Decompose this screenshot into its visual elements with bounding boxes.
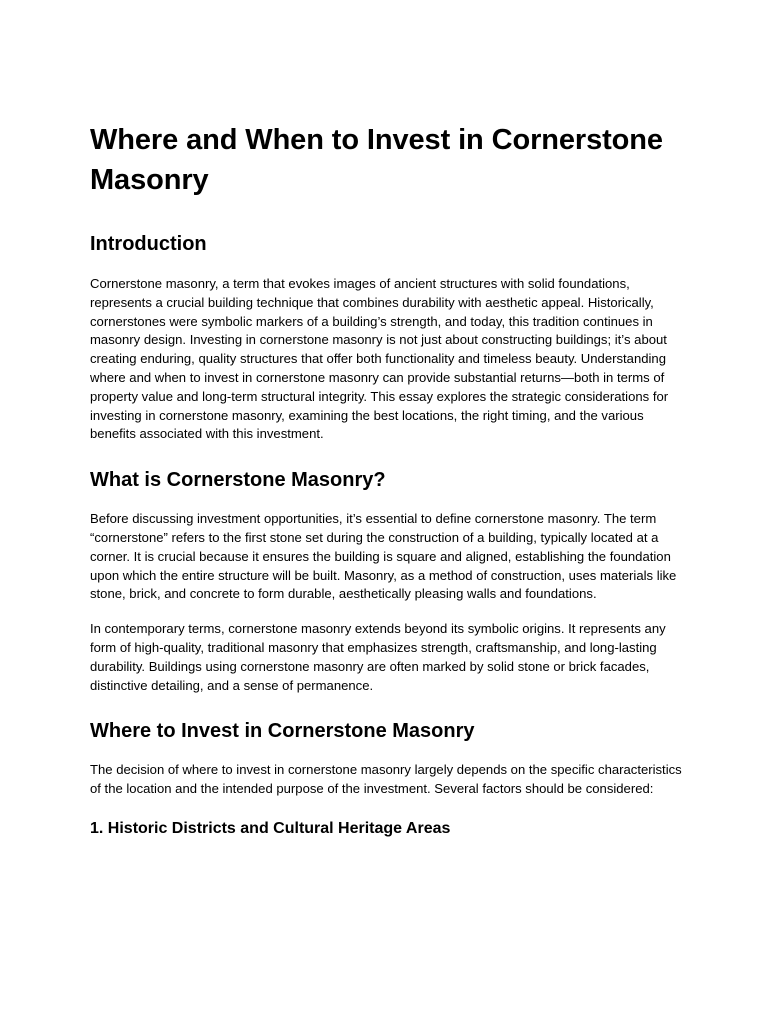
introduction-paragraph: Cornerstone masonry, a term that evokes images of ancient structures with solid foundations, represents a crucial building technique that combines durability with aesthetic appeal. Historically, cornerstones were symbolic markers of a building’s strength, and today, this tradition continues in masonry design. Investing in cornerstone masonry is not just about constructing buildings; it’s about creating enduring, quality structures that offer both functionality and timeless beauty. Understanding where and when to invest in cornerstone masonry can provide substantial returns—both in terms of property value and long-term structural integrity. This essay explores the strategic considerations for investing in cornerstone masonry, examining the best locations, the right timing, and the various benefits associated with this investment. [90,276,669,442]
historic-districts-subheading: 1. Historic Districts and Cultural Heritage Areas [90,819,451,837]
what-is-paragraph-2: In contemporary terms, cornerstone masonry extends beyond its symbolic origins. It represents any form of high-quality, traditional masonry that emphasizes strength, craftsmanship, and long-lasting durability. Buildings using cornerstone masonry are often marked by solid stone or brick facades, distinctive detailing, and a sense of permanence. [90,621,666,693]
where-to-invest-paragraph: The decision of where to invest in cornerstone masonry largely depends on the specific characteristics of the location and the intended purpose of the investment. Several factors should be considered: [90,762,682,797]
where-to-invest-heading: Where to Invest in Cornerstone Masonry [90,720,475,743]
document-page [90,120,682,839]
what-is-paragraph-1: Before discussing investment opportunities, it’s essential to define cornerstone masonry. The term “cornerstone” refers to the first stone set during the construction of a building, typically located at a corner. It is crucial because it ensures the building is square and aligned, establishing the foundation upon which the entire structure will be built. Masonry, as a method of construction, uses materials like stone, brick, and concrete to form durable, aesthetically pleasing walls and foundations. [90,511,677,602]
introduction-heading: Introduction [90,233,207,255]
document-title: Where and When to Invest in Cornerstone Masonry [90,124,663,196]
what-is-heading: What is Cornerstone Masonry? [90,469,386,492]
